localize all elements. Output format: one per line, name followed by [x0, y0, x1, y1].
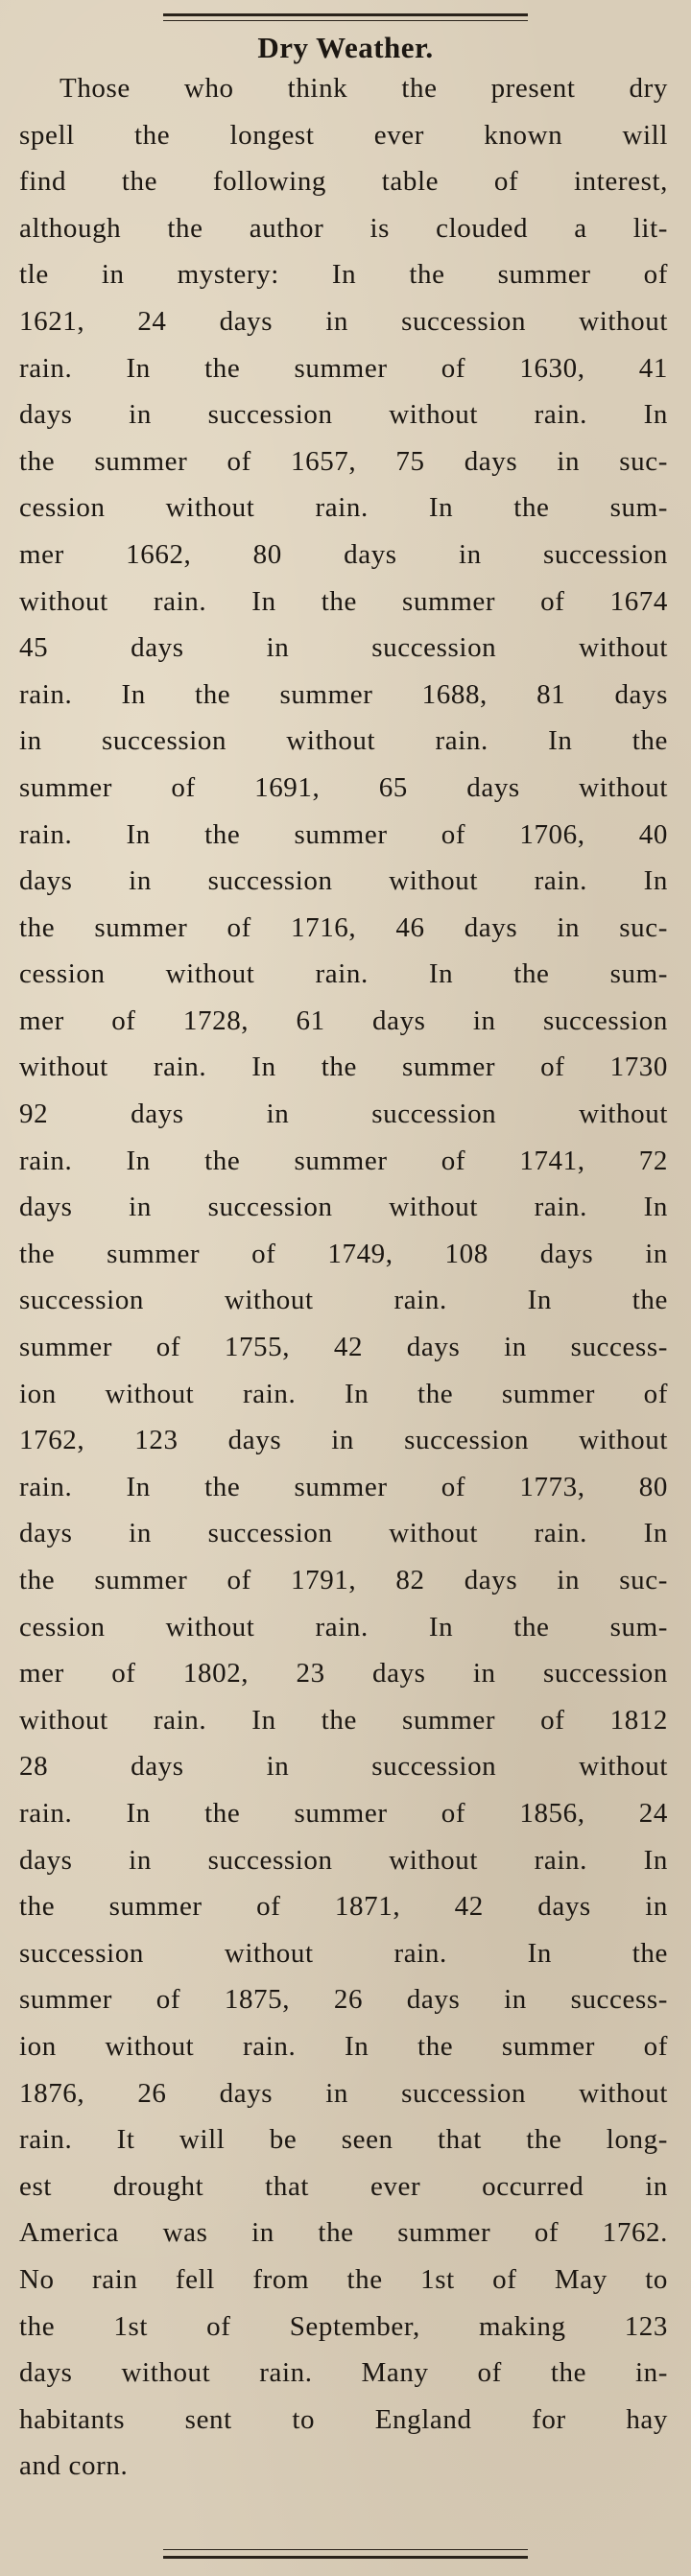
top-double-rule-thin: [163, 20, 528, 21]
article-line: without rain. In the summer of 1812: [19, 1704, 668, 1736]
article-line: find the following table of interest,: [19, 166, 668, 198]
article-line: in succession without rain. In the: [19, 725, 668, 757]
article-line: the 1st of September, making 123: [19, 2310, 668, 2342]
article-line: 1876, 26 days in succession without: [19, 2077, 668, 2109]
article-line: summer of 1691, 65 days without: [19, 771, 668, 803]
article-line: days in succession without rain. In: [19, 1844, 668, 1876]
article-line: the summer of 1749, 108 days in: [19, 1238, 668, 1269]
article-line: est drought that ever occurred in: [19, 2170, 668, 2202]
article-line: rain. In the summer of 1773, 80: [19, 1471, 668, 1502]
article-line: Those who think the present dry: [60, 73, 668, 104]
article-line: 1621, 24 days in succession without: [19, 305, 668, 337]
article-line: the summer of 1871, 42 days in: [19, 1891, 668, 1923]
article-line: No rain fell from the 1st of May to: [19, 2263, 668, 2295]
article-line: America was in the summer of 1762.: [19, 2217, 668, 2249]
article-line: tle in mystery: In the summer of: [19, 259, 668, 291]
article-line: ion without rain. In the summer of: [19, 2030, 668, 2062]
article-line: summer of 1755, 42 days in success-: [19, 1332, 668, 1363]
article-line: rain. In the summer of 1856, 24: [19, 1797, 668, 1829]
article-line: days in succession without rain. In: [19, 399, 668, 431]
article-line: rain. In the summer of 1706, 40: [19, 818, 668, 850]
article-line: and corn.: [19, 2450, 129, 2482]
article-line: spell the longest ever known will: [19, 119, 668, 151]
bottom-double-rule-thick: [163, 2556, 528, 2559]
article-line: rain. In the summer 1688, 81 days: [19, 678, 668, 710]
article-line: 28 days in succession without: [19, 1751, 668, 1783]
article-line: mer 1662, 80 days in succession: [19, 538, 668, 570]
article-line: the summer of 1716, 46 days in suc-: [19, 911, 668, 943]
article-line: without rain. In the summer of 1730: [19, 1052, 668, 1083]
article-line: cession without rain. In the sum-: [19, 492, 668, 524]
article-line: days in succession without rain. In: [19, 1518, 668, 1549]
article-line: days without rain. Many of the in-: [19, 2357, 668, 2389]
article-line: cession without rain. In the sum-: [19, 958, 668, 990]
article-line: the summer of 1657, 75 days in suc-: [19, 445, 668, 477]
bottom-double-rule-thin: [163, 2549, 528, 2550]
article-line: days in succession without rain. In: [19, 865, 668, 897]
article-line: mer of 1802, 23 days in succession: [19, 1658, 668, 1690]
article-line: summer of 1875, 26 days in success-: [19, 1984, 668, 2016]
article-line: succession without rain. In the: [19, 1285, 668, 1316]
article-line: rain. In the summer of 1741, 72: [19, 1145, 668, 1176]
article-line: ion without rain. In the summer of: [19, 1378, 668, 1409]
article-line: rain. It will be seen that the long-: [19, 2124, 668, 2156]
article-line: without rain. In the summer of 1674: [19, 585, 668, 617]
article-line: cession without rain. In the sum-: [19, 1611, 668, 1642]
article-line: the summer of 1791, 82 days in suc-: [19, 1565, 668, 1595]
article-line: mer of 1728, 61 days in succession: [19, 1004, 668, 1036]
headline: Dry Weather.: [257, 31, 434, 64]
article-line: habitants sent to England for hay: [19, 2403, 668, 2435]
article-body: [19, 65, 668, 2490]
article-line: although the author is clouded a lit-: [19, 212, 668, 244]
article-line: rain. In the summer of 1630, 41: [19, 352, 668, 384]
article-line: 45 days in succession without: [19, 632, 668, 664]
top-double-rule-thick: [163, 13, 528, 16]
article-line: 92 days in succession without: [19, 1099, 668, 1130]
article-line: days in succession without rain. In: [19, 1192, 668, 1223]
article-line: 1762, 123 days in succession without: [19, 1425, 668, 1456]
article-line: succession without rain. In the: [19, 1937, 668, 1969]
